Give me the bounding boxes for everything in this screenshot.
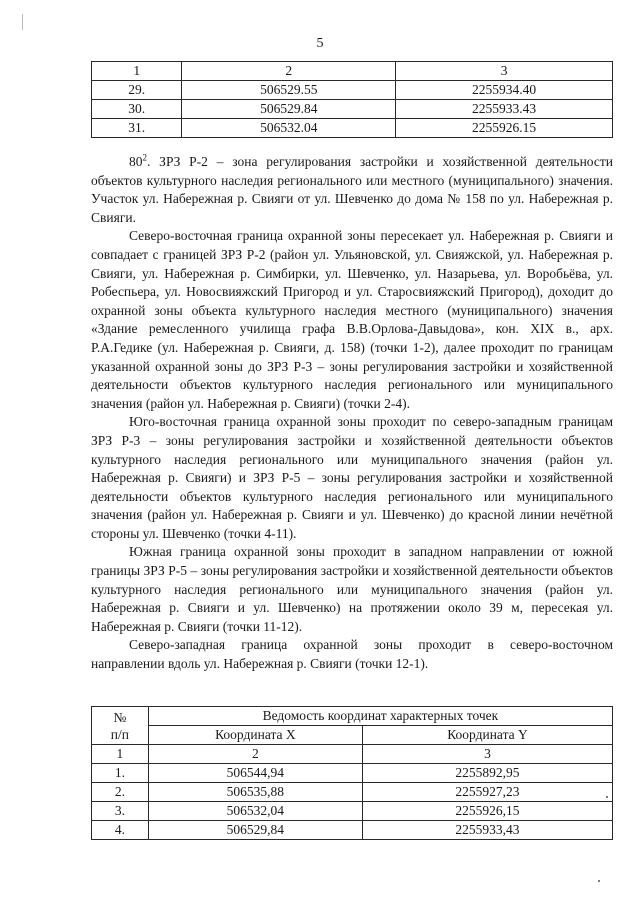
coordinate-table-title: Ведомость координат характерных точек <box>148 707 612 726</box>
paragraph-northeast-boundary: Северо-восточная граница охранной зоны пересекает ул. Набережная р. Свияги и совпадает с границей ЗРЗ Р-2 (район ул. Ульяновской, ул. Свияжской, ул. Набережная р. Свияги, ул. Набережная р. Симбирки, ул. Шевченко, ул. Назарьева, ул. Воробьёва, ул. Робеспьера, ул. Новосвияжский Пригород и ул. Старосвияжский Пригород), доходит до охранной зоны объекта культурного наследия местного (муниципального) значения «Здание ремесленного училища графа В.В.Орлова-Давыдова», кон. XIX в., арх. Р.А.Гедике (ул. Набережная р. Свияги, д. 158) (точки 1-2), далее проходит по границам указанной охранной зоны до ЗРЗ Р-3 – зоны регулирования застройки и хозяйственной деятельности объектов культурного наследия регионального или муниципального значения (район ул. Набережная р. Свияги) (точки 2-4). <box>91 228 613 411</box>
table-cell: 2255933.43 <box>396 100 613 119</box>
paragraph-southeast-boundary: Юго-восточная граница охранной зоны проходит по северо-западным границам ЗРЗ Р-3 – зоны регулирования застройки и хозяйственной деятельности объектов культурного наследия регионального или муниципального значения (район ул. Набережная р. Свияги) и ЗРЗ Р-5 – зоны регулирования застройки и хозяйственной деятельности объектов культурного наследия регионального или муниципального значения (район ул. Набережная р. Свияги и ул. Шевченко) до красной линии нечётной стороны ул. Шевченко (точки 4-11). <box>91 414 613 541</box>
coordinate-x-header: Координата X <box>148 726 362 745</box>
table-cell: 4. <box>92 821 149 840</box>
table-row <box>92 100 613 119</box>
number-sign-label: № <box>113 709 127 725</box>
section-intro-text: . ЗРЗ Р-2 – зона регулирования застройки и хозяйственной деятельности объектов культурного наследия регионального или местного (муниципального) значения. Участок ул. Набережная р. Свияги от ул. Шевченко до дома № 158 по ул. Набережная р. Свияги. <box>91 154 613 225</box>
table-cell: 30. <box>92 100 182 119</box>
section-number: 80 <box>129 154 143 169</box>
coordinate-statement-table <box>91 706 613 840</box>
table-header-row <box>92 707 613 726</box>
scan-speck <box>606 796 608 798</box>
table-cell: 506529.84 <box>182 100 396 119</box>
table-cell: 2255927,23 <box>362 783 612 802</box>
table-header-cell: 1 <box>92 62 182 81</box>
table-row <box>92 81 613 100</box>
table-cell: 1 <box>92 745 149 764</box>
paragraph-northwest-boundary: Северо-западная граница охранной зоны проходит в северо-восточном направлении вдоль ул. Набережная р. Свияги (точки 12-1). <box>91 637 613 672</box>
table-header-cell: 3 <box>396 62 613 81</box>
table-cell: 3 <box>362 745 612 764</box>
table-index-row <box>92 745 613 764</box>
table-row <box>92 764 613 783</box>
table-cell: 2255934.40 <box>396 81 613 100</box>
table-cell: 506532.04 <box>182 119 396 138</box>
table-header-row <box>92 62 613 81</box>
table-cell: 506532,04 <box>148 802 362 821</box>
table-row <box>92 119 613 138</box>
table-cell: 2. <box>92 783 149 802</box>
scan-margin-mark <box>22 14 23 30</box>
sequence-label: п/п <box>110 726 129 742</box>
top-coordinate-table <box>91 61 613 138</box>
table-cell: 2255933,43 <box>362 821 612 840</box>
table-header-cell: 2 <box>182 62 396 81</box>
section-intro-paragraph <box>91 153 613 227</box>
section-number-superscript: 2 <box>142 152 147 163</box>
section-body <box>91 153 613 674</box>
top-table-body <box>92 62 613 138</box>
table-cell: 506529,84 <box>148 821 362 840</box>
coordinate-y-header: Координата Y <box>362 726 612 745</box>
table-cell: 506535,88 <box>148 783 362 802</box>
table-row <box>92 802 613 821</box>
table-cell: 2255892,95 <box>362 764 612 783</box>
table-cell: 2255926.15 <box>396 119 613 138</box>
paragraph-south-boundary: Южная граница охранной зоны проходит в западном направлении от южной границы ЗРЗ Р-5 – зоны регулирования застройки и хозяйственной деятельности объектов культурного наследия регионального или муниципального значения (район ул. Набережная р. Свияги и ул. Шевченко) на протяжении около 39 м, пересекая ул. Набережная р. Свияги (точки 11-12). <box>91 544 613 634</box>
table-cell: 3. <box>92 802 149 821</box>
table-cell: 1. <box>92 764 149 783</box>
table-header-row <box>92 726 613 745</box>
table-cell: 29. <box>92 81 182 100</box>
table-cell: 506529.55 <box>182 81 396 100</box>
number-column-header <box>92 707 149 745</box>
table-cell: 506544,94 <box>148 764 362 783</box>
page-number: 5 <box>316 36 324 51</box>
scan-speck <box>598 880 600 882</box>
table-row <box>92 783 613 802</box>
coordinate-table-body <box>92 707 613 840</box>
table-row <box>92 821 613 840</box>
table-cell: 2255926,15 <box>362 802 612 821</box>
table-cell: 31. <box>92 119 182 138</box>
table-cell: 2 <box>148 745 362 764</box>
